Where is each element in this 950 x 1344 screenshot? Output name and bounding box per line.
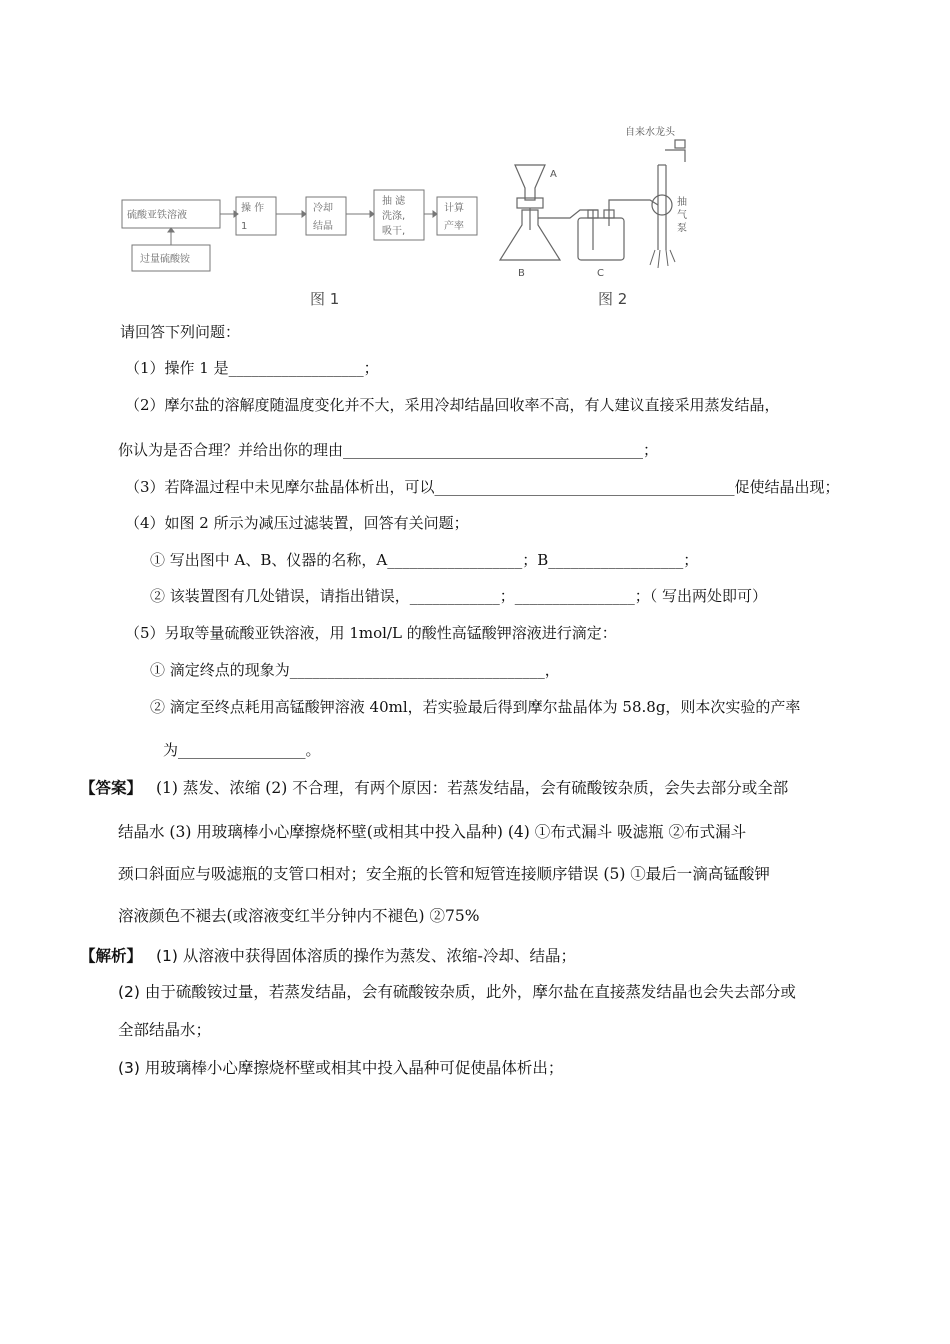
fig2-label-pump-3: 泵	[677, 223, 687, 234]
analysis-line-3: 全部结晶水；	[118, 1021, 212, 1039]
flow-text-3: 1	[241, 221, 248, 232]
answer-tag: 【答案】	[80, 778, 143, 797]
flow-text-5: 结晶	[313, 221, 333, 232]
question-2-line-2: 你认为是否合理？并给出你的理由________________________________________；	[118, 441, 659, 459]
figures-area	[110, 110, 870, 310]
answer-line-3: 颈口斜面应与吸滤瓶的支管口相对；安全瓶的长管和短管连接顺序错误 (5) ①最后一滴高锰酸钾	[118, 865, 770, 883]
answer-line-4: 溶液颜色不褪去(或溶液变红半分钟内不褪色) ②75%	[118, 907, 480, 925]
question-4-part-1: ① 写出图中 A、B、仪器的名称，A__________________；B__________________；	[150, 551, 699, 569]
question-2-line-1: （2）摩尔盐的溶解度随温度变化并不大，采用冷却结晶回收率不高，有人建议直接采用蒸发结晶，	[125, 396, 780, 414]
flow-text-11: 过量硫酸铵	[140, 254, 190, 265]
question-5: （5）另取等量硫酸亚铁溶液，用 1mol/L 的酸性高锰酸钾溶液进行滴定：	[125, 624, 617, 642]
analysis-line-4: (3) 用玻璃棒小心摩擦烧杯壁或相其中投入晶种可促使晶体析出；	[118, 1059, 564, 1077]
fig2-label-a: A	[550, 169, 557, 180]
flow-text-2: 操 作	[241, 203, 265, 214]
question-5-part-2: ② 滴定至终点耗用高锰酸钾溶液 40ml，若实验最后得到摩尔盐晶体为 58.8g，则本次实验的产率	[150, 698, 801, 716]
flow-text-10: 产率	[444, 221, 464, 232]
question-1: （1）操作 1 是__________________；	[125, 359, 379, 377]
fig2-label-tap: 自来水龙头	[625, 127, 675, 138]
question-4: （4）如图 2 所示为减压过滤装置，回答有关问题；	[125, 514, 469, 532]
analysis-line-2: (2) 由于硫酸铵过量，若蒸发结晶，会有硫酸铵杂质，此外，摩尔盐在直接蒸发结晶也会失去部分或	[118, 983, 796, 1001]
fig2-label-pump-1: 抽	[677, 197, 687, 208]
fig2-label-c: C	[597, 268, 604, 279]
flow-text-9: 计算	[444, 203, 464, 214]
question-3: （3）若降温过程中未见摩尔盐晶体析出，可以________________________________________促使结晶出现；	[125, 478, 840, 496]
fig2-label-pump-2: 气	[677, 210, 687, 221]
fig2-label-b: B	[518, 268, 525, 279]
flow-text-4: 冷却	[313, 203, 333, 214]
questions-intro: 请回答下列问题：	[120, 323, 241, 341]
question-5-part-3: 为_________________。	[163, 741, 321, 759]
analysis-tag: 【解析】	[80, 946, 143, 965]
flow-text-8: 吸干,	[382, 226, 406, 237]
figure1-caption: 图 1	[310, 290, 340, 308]
figure2-caption: 图 2	[598, 290, 628, 308]
analysis-line-1: (1) 从溶液中获得固体溶质的操作为蒸发、浓缩-冷却、结晶；	[156, 947, 576, 965]
question-5-part-1: ① 滴定终点的现象为__________________________________，	[150, 661, 560, 679]
flow-text-1: 硫酸亚铁溶液	[127, 210, 187, 221]
answer-line-1: (1) 蒸发、浓缩 (2) 不合理，有两个原因：若蒸发结晶，会有硫酸铵杂质，会失去部分或全部	[156, 779, 789, 797]
question-4-part-2: ② 该装置图有几处错误，请指出错误，____________；________________；（ 写出两处即可）	[150, 587, 768, 605]
flow-text-7: 洗涤,	[382, 211, 406, 222]
figure2-apparatus	[500, 140, 685, 268]
figure1-flowchart	[110, 110, 870, 310]
answer-line-2: 结晶水 (3) 用玻璃棒小心摩擦烧杯壁(或相其中投入晶种) (4) ①布式漏斗 吸滤瓶 ②布式漏斗	[118, 823, 747, 841]
flow-text-6: 抽 滤	[382, 196, 406, 207]
